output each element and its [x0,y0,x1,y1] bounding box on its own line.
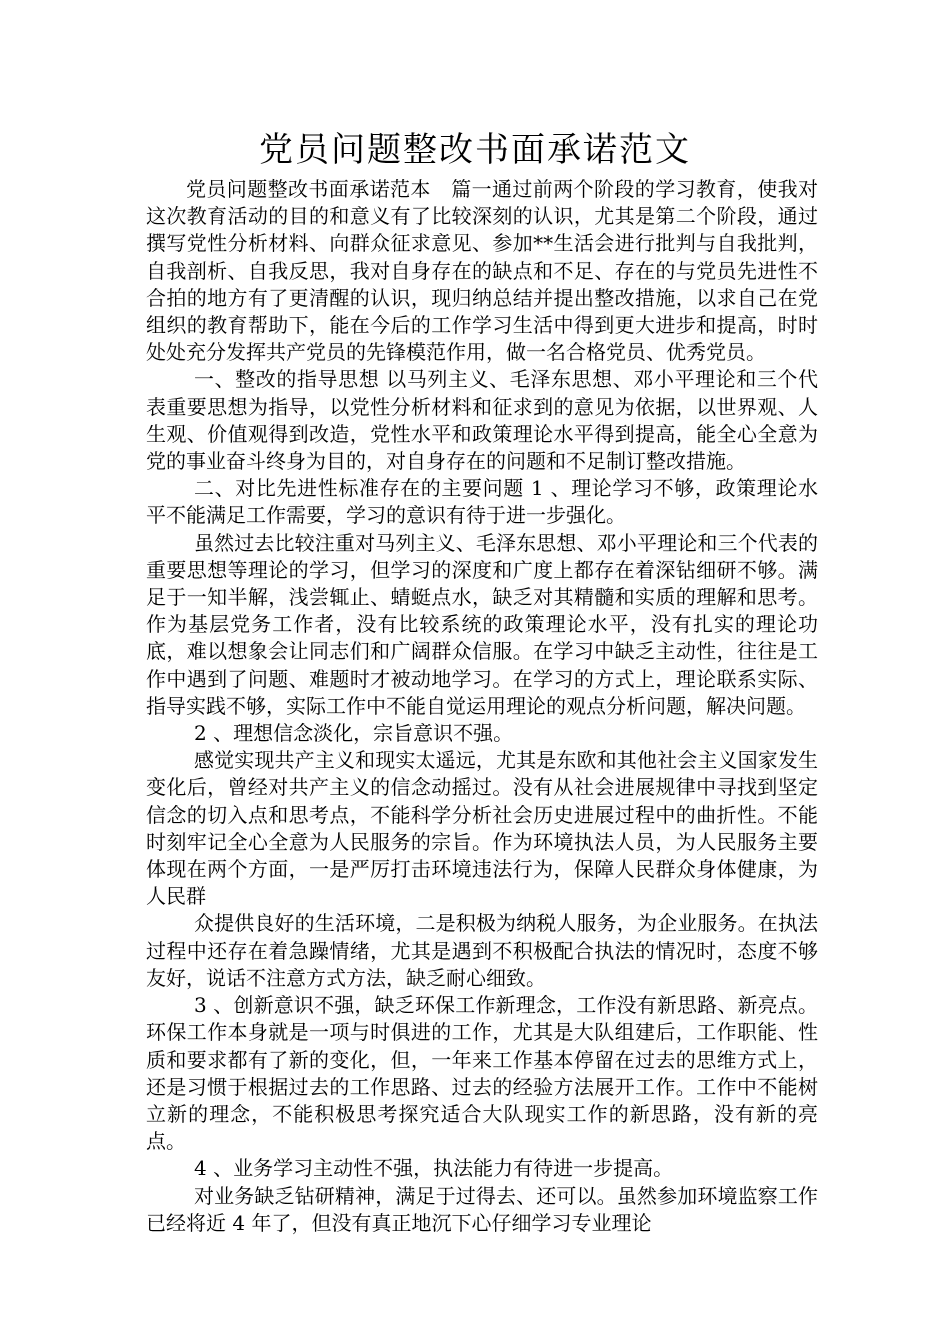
paragraph-business-study: 对业务缺乏钻研精神，满足于过得去、还可以。虽然参加环境监察工作已经将近 4 年了，但没有真正地沉下心仔细学习专业理论 [146,1183,818,1235]
paragraph-intro: 党员问题整改书面承诺范本 篇一通过前两个阶段的学习教育，使我对这次教育活动的目的和意义有了比较深刻的认识，尤其是第二个阶段，通过撰写党性分析材料、向群众征求意见、参加**生活会进行批判与自我批判，自我剖析、自我反思，我对自身存在的缺点和不足、存在的与党员先进性不合拍的地方有了更清醒的认识，现归纳总结并提出整改措施，以求自己在党组织的教育帮助下，能在今后的工作学习生活中得到更大进步和提高，时时处处充分发挥共产党员的先锋模范作用，做一名合格党员、优秀党员。 [146,177,818,365]
document-body [146,176,818,1237]
paragraph-item-2-heading: 2 、理想信念淡化，宗旨意识不强。 [194,721,514,746]
paragraph-item-4-heading: 4 、业务学习主动性不强，执法能力有待进一步提高。 [194,1156,674,1181]
paragraph-theory-study: 虽然过去比较注重对马列主义、毛泽东思想、邓小平理论和三个代表的重要思想等理论的学习，但学习的深度和广度上都存在着深钻细研不够。满足于一知半解，浅尝辄止、蜻蜓点水，缺乏对其精髓和实质的理解和思考。作为基层党务工作者，没有比较系统的政策理论水平，没有扎实的理论功底，难以想象会让同志们和广阔群众信服。在学习中缺乏主动性，往往是工作中遇到了问题、难题时才被动地学习。在学习的方式上，理论联系实际、指导实践不够，实际工作中不能自觉运用理论的观点分析问题，解决问题。 [146,530,818,718]
paragraph-service: 众提供良好的生活环境，二是积极为纳税人服务，为企业服务。在执法过程中还存在着急躁情绪，尤其是遇到不积极配合执法的情况时，态度不够友好，说话不注意方式方法，缺乏耐心细致。 [146,911,818,990]
paragraph-main-problems: 二、对比先进性标准存在的主要问题 1 、理论学习不够，政策理论水平不能满足工作需要，学习的意识有待于进一步强化。 [146,476,818,528]
paragraph-innovation: 3 、创新意识不强，缺乏环保工作新理念，工作没有新思路、新亮点。环保工作本身就是一项与时俱进的工作，尤其是大队组建后，工作职能、性质和要求都有了新的变化，但，一年来工作基本停留在过去的思维方式上，还是习惯于根据过去的工作思路、过去的经验方法展开工作。工作中不能树立新的理念，不能积极思考探究适合大队现实工作的新思路，没有新的亮点。 [146,993,818,1154]
paragraph-ideals-belief: 感觉实现共产主义和现实太遥远，尤其是东欧和其他社会主义国家发生变化后，曾经对共产主义的信念动摇过。没有从社会进展规律中寻找到坚定信念的切入点和思考点，不能科学分析社会历史进展过程中的曲折性。不能时刻牢记全心全意为人民服务的宗旨。作为环境执法人员，为人民服务主要体现在两个方面，一是严厉打击环境违法行为，保障人民群众身体健康，为人民群 [146,748,818,909]
paragraph-guiding-thought: 一、整改的指导思想 以马列主义、毛泽东思想、邓小平理论和三个代表重要思想为指导，以党性分析材料和征求到的意见为依据，以世界观、人生观、价值观得到改造，党性水平和政策理论水平得到提高，能全心全意为党的事业奋斗终身为目的，对自身存在的问题和不足制订整改措施。 [146,367,818,474]
document-title: 党员问题整改书面承诺范文 [259,130,691,170]
